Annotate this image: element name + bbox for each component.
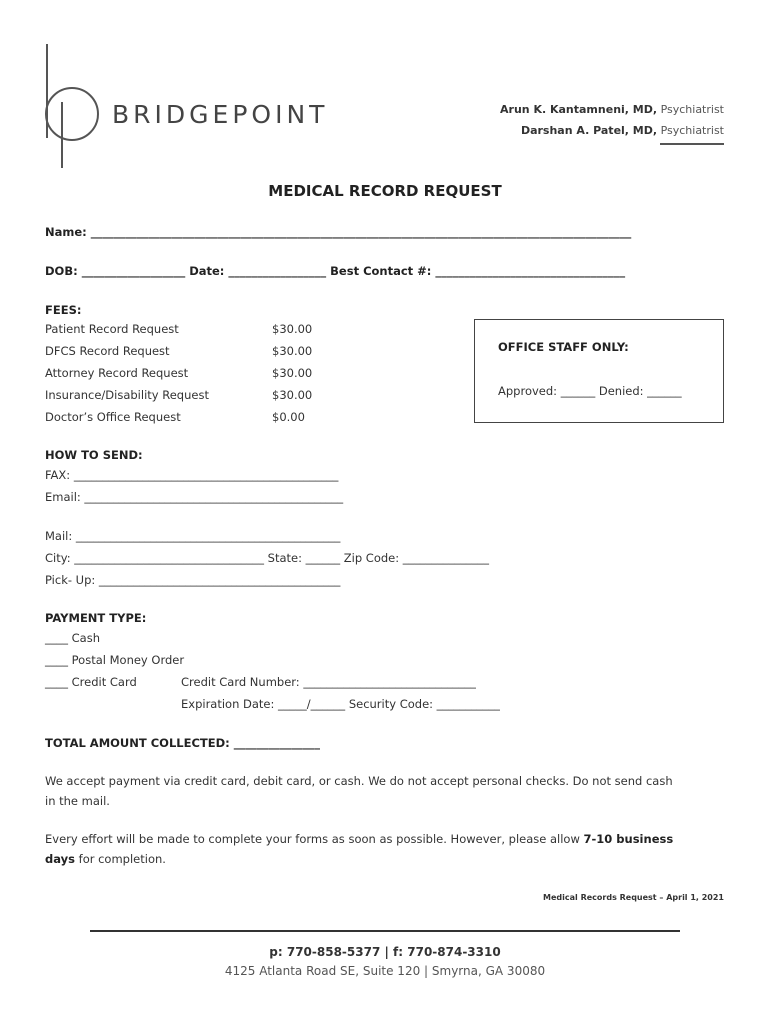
total-amount-field[interactable]: TOTAL AMOUNT COLLECTED: _______________ [45, 736, 321, 750]
fee-label: Insurance/Disability Request [45, 388, 209, 402]
approved-denied-field[interactable]: Approved: ______ Denied: ______ [498, 384, 682, 398]
pickup-field[interactable]: Pick- Up: __________________________________________ [45, 573, 341, 587]
fee-price: $0.00 [272, 410, 305, 424]
completion-note-line: days for completion. [45, 852, 166, 866]
email-field[interactable]: Email: _____________________________________________ [45, 490, 344, 504]
payment-credit-card-option[interactable]: ____ Credit Card [45, 675, 137, 689]
office-staff-box [474, 319, 724, 423]
fee-label: DFCS Record Request [45, 344, 170, 358]
doctor-entry: Darshan A. Patel, MD, Psychiatrist [520, 124, 724, 137]
fax-field[interactable]: FAX: ______________________________________________ [45, 468, 339, 482]
doctor-list [500, 99, 724, 141]
fees-heading: FEES: [45, 303, 82, 317]
revision-note: Medical Records Request – April 1, 2021 [543, 893, 724, 902]
how-to-send-heading: HOW TO SEND: [45, 448, 143, 462]
payment-cash-option[interactable]: ____ Cash [45, 631, 101, 645]
fee-price: $30.00 [272, 344, 313, 358]
payment-note-line: in the mail. [45, 794, 110, 808]
mail-field[interactable]: Mail: ______________________________________________ [45, 529, 341, 543]
fee-label: Attorney Record Request [45, 366, 189, 380]
bridgepoint-logo [38, 42, 108, 172]
credit-card-number-field[interactable]: Credit Card Number: ______________________________ [181, 675, 476, 689]
fee-price: $30.00 [272, 388, 313, 402]
doctor-entry: Arun K. Kantamneni, MD, Psychiatrist [500, 103, 724, 116]
payment-note-line: We accept payment via credit card, debit card, or cash. We do not accept personal checks. Do not send cash [45, 774, 673, 788]
completion-note-line: Every effort will be made to complete your forms as soon as possible. However, please allow 7-10 business [45, 832, 674, 846]
page-title: MEDICAL RECORD REQUEST [268, 182, 502, 200]
dob-date-contact-fields[interactable]: DOB: __________________ Date: _________________ Best Contact #: _________________________________ [45, 264, 626, 278]
city-state-zip-fields[interactable]: City: _________________________________ State: ______ Zip Code: _______________ [45, 551, 490, 565]
expiration-security-fields[interactable]: Expiration Date: _____/______ Security Code: ___________ [181, 697, 500, 711]
footer-phones: p: 770-858-5377 | f: 770-874-3310 [269, 945, 501, 959]
footer-divider [90, 930, 680, 932]
fee-price: $30.00 [272, 322, 313, 336]
payment-money-order-option[interactable]: ____ Postal Money Order [45, 653, 185, 667]
brand-name: BRIDGEPOINT [112, 100, 329, 129]
fee-price: $30.00 [272, 366, 313, 380]
footer-address: 4125 Atlanta Road SE, Suite 120 | Smyrna, GA 30080 [224, 964, 546, 978]
name-field[interactable]: Name: ______________________________________________________________________________________________ [45, 225, 632, 239]
header-divider [660, 143, 724, 145]
fee-label: Patient Record Request [45, 322, 179, 336]
fee-label: Doctor’s Office Request [45, 410, 181, 424]
office-staff-heading: OFFICE STAFF ONLY: [498, 340, 629, 354]
payment-type-heading: PAYMENT TYPE: [45, 611, 147, 625]
